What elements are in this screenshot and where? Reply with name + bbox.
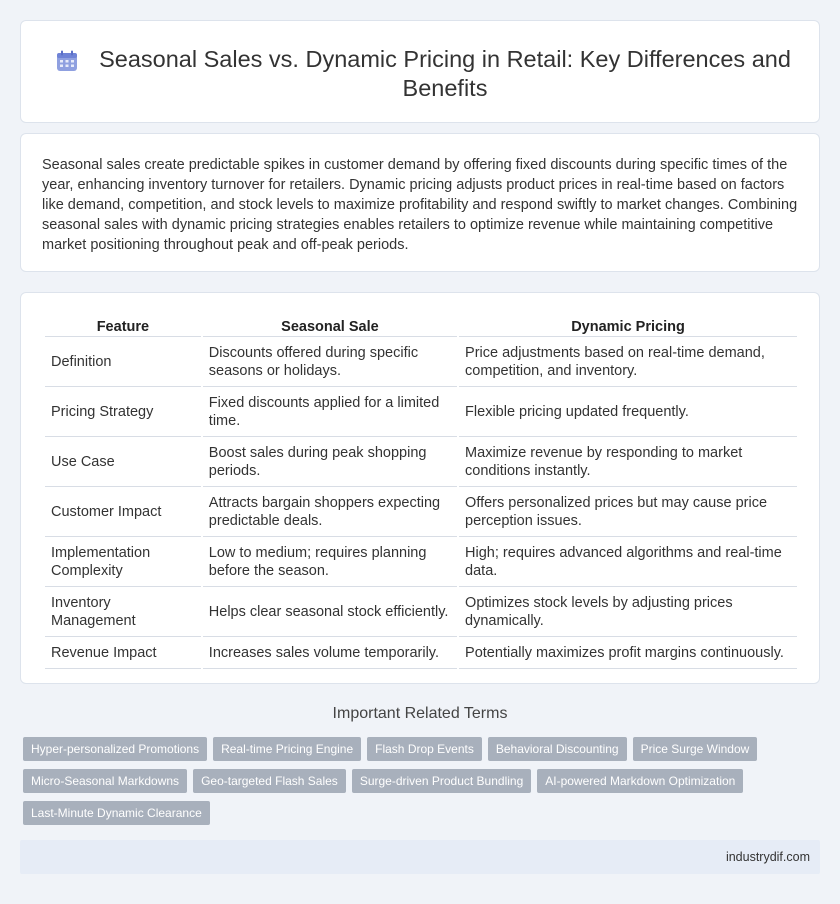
seasonal-cell: Helps clear seasonal stock efficiently. bbox=[203, 587, 457, 637]
related-term-tag[interactable]: Micro-Seasonal Markdowns bbox=[23, 769, 187, 793]
intro-paragraph: Seasonal sales create predictable spikes in customer demand by offering fixed discounts during specific times of the year, enhancing inventory turnover for retailers. Dynamic pricing adjusts product prices in real-time based on factors like demand, competition, and stock levels to maximize profitability and respond swiftly to market changes. Combining seasonal sales with dynamic pricing strategies enables retailers to optimize revenue while maintaining competitive market positioning throughout peak and off-peak periods. bbox=[42, 157, 798, 253]
seasonal-cell: Increases sales volume temporarily. bbox=[203, 637, 457, 669]
related-term-tag[interactable]: Geo-targeted Flash Sales bbox=[193, 769, 346, 793]
related-terms-list bbox=[23, 737, 803, 825]
comparison-table bbox=[43, 315, 799, 669]
dynamic-cell: Optimizes stock levels by adjusting prices dynamically. bbox=[459, 587, 797, 637]
table-row bbox=[45, 587, 797, 637]
header-feature: Feature bbox=[45, 315, 201, 337]
dynamic-cell: High; requires advanced algorithms and real-time data. bbox=[459, 537, 797, 587]
title-card bbox=[20, 20, 820, 123]
related-term-tag[interactable]: Behavioral Discounting bbox=[488, 737, 627, 761]
footer-bar bbox=[20, 840, 820, 874]
seasonal-cell: Low to medium; requires planning before the season. bbox=[203, 537, 457, 587]
feature-cell: Implementation Complexity bbox=[45, 537, 201, 587]
related-term-tag[interactable]: Flash Drop Events bbox=[367, 737, 482, 761]
feature-cell: Pricing Strategy bbox=[45, 387, 201, 437]
table-row bbox=[45, 537, 797, 587]
related-term-tag[interactable]: Real-time Pricing Engine bbox=[213, 737, 361, 761]
header-dynamic-pricing: Dynamic Pricing bbox=[459, 315, 797, 337]
seasonal-cell: Discounts offered during specific seasons or holidays. bbox=[203, 337, 457, 387]
feature-cell: Inventory Management bbox=[45, 587, 201, 637]
comparison-card bbox=[20, 292, 820, 684]
table-row bbox=[45, 337, 797, 387]
seasonal-cell: Boost sales during peak shopping periods. bbox=[203, 437, 457, 487]
feature-cell: Definition bbox=[45, 337, 201, 387]
dynamic-cell: Offers personalized prices but may cause price perception issues. bbox=[459, 487, 797, 537]
table-row bbox=[45, 637, 797, 669]
feature-cell: Customer Impact bbox=[45, 487, 201, 537]
footer-site-link[interactable]: industrydif.com bbox=[725, 850, 810, 864]
dynamic-cell: Potentially maximizes profit margins continuously. bbox=[459, 637, 797, 669]
related-terms-title: Important Related Terms bbox=[332, 705, 508, 722]
related-term-tag[interactable]: Surge-driven Product Bundling bbox=[352, 769, 531, 793]
seasonal-cell: Attracts bargain shoppers expecting predictable deals. bbox=[203, 487, 457, 537]
intro-card bbox=[20, 133, 820, 272]
table-row bbox=[45, 487, 797, 537]
dynamic-cell: Maximize revenue by responding to market conditions instantly. bbox=[459, 437, 797, 487]
related-term-tag[interactable]: Hyper-personalized Promotions bbox=[23, 737, 207, 761]
dynamic-cell: Flexible pricing updated frequently. bbox=[459, 387, 797, 437]
related-term-tag[interactable]: Price Surge Window bbox=[633, 737, 758, 761]
page-title: Seasonal Sales vs. Dynamic Pricing in Retail: Key Differences and Benefits bbox=[99, 46, 791, 101]
related-term-tag[interactable]: AI-powered Markdown Optimization bbox=[537, 769, 743, 793]
header-seasonal-sale: Seasonal Sale bbox=[203, 315, 457, 337]
feature-cell: Use Case bbox=[45, 437, 201, 487]
table-row bbox=[45, 437, 797, 487]
table-header-row bbox=[45, 315, 797, 337]
related-term-tag[interactable]: Last-Minute Dynamic Clearance bbox=[23, 801, 210, 825]
dynamic-cell: Price adjustments based on real-time demand, competition, and inventory. bbox=[459, 337, 797, 387]
seasonal-cell: Fixed discounts applied for a limited time. bbox=[203, 387, 457, 437]
feature-cell: Revenue Impact bbox=[45, 637, 201, 669]
table-row bbox=[45, 387, 797, 437]
